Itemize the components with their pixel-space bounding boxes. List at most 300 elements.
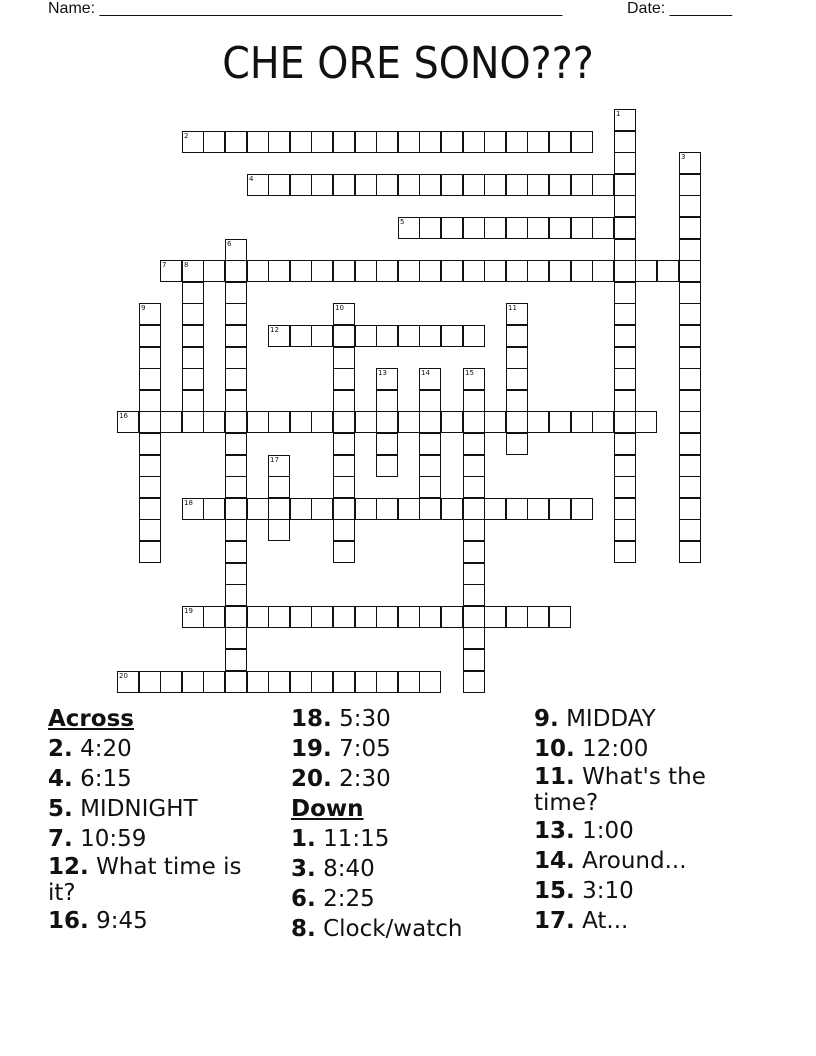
grid-cell[interactable] — [268, 476, 290, 498]
clue-across-20: 20. 2:30 — [291, 766, 391, 792]
grid-cell[interactable] — [376, 671, 398, 693]
grid-cell[interactable] — [484, 260, 506, 282]
grid-cell[interactable] — [463, 519, 485, 541]
grid-cell[interactable] — [311, 260, 333, 282]
grid-cell[interactable] — [225, 239, 247, 261]
clue-number: 12 — [270, 326, 279, 334]
clue-down-14: 14. Around... — [534, 848, 687, 874]
grid-cell[interactable] — [268, 260, 290, 282]
grid-cell[interactable] — [225, 476, 247, 498]
clue-number: 1 — [616, 110, 621, 118]
grid-cell[interactable] — [419, 671, 441, 693]
grid-cell[interactable] — [376, 433, 398, 455]
grid-cell[interactable] — [614, 217, 636, 239]
grid-cell[interactable] — [506, 411, 528, 433]
grid-cell[interactable] — [376, 390, 398, 412]
grid-cell[interactable] — [614, 498, 636, 520]
grid-cell[interactable] — [463, 411, 485, 433]
clue-number: 17 — [270, 456, 279, 464]
grid-cell[interactable] — [268, 455, 290, 477]
grid-cell[interactable] — [355, 325, 377, 347]
grid-cell[interactable] — [139, 541, 161, 563]
grid-cell[interactable] — [419, 498, 441, 520]
grid-cell[interactable] — [247, 411, 269, 433]
grid-cell[interactable] — [484, 131, 506, 153]
grid-cell[interactable] — [484, 411, 506, 433]
clue-number: 2 — [184, 132, 189, 140]
grid-cell[interactable] — [225, 131, 247, 153]
grid-cell[interactable] — [182, 325, 204, 347]
grid-cell[interactable] — [571, 498, 593, 520]
grid-cell[interactable] — [419, 260, 441, 282]
grid-cell[interactable] — [463, 174, 485, 196]
clue-down-9: 9. MIDDAY — [534, 706, 656, 732]
grid-cell[interactable] — [506, 390, 528, 412]
grid-cell[interactable] — [679, 282, 701, 304]
grid-cell[interactable] — [571, 260, 593, 282]
clue-number: 8 — [184, 261, 189, 269]
grid-cell[interactable] — [376, 455, 398, 477]
clue-down-11: 11. What's the time? — [534, 764, 706, 816]
grid-cell[interactable] — [463, 390, 485, 412]
grid-cell[interactable] — [484, 606, 506, 628]
grid-cell[interactable] — [355, 498, 377, 520]
grid-cell[interactable] — [268, 325, 290, 347]
grid-cell[interactable] — [419, 433, 441, 455]
clue-number: 7 — [162, 261, 167, 269]
grid-cell[interactable] — [527, 411, 549, 433]
grid-cell[interactable] — [290, 260, 312, 282]
grid-cell[interactable] — [527, 498, 549, 520]
grid-cell[interactable] — [614, 195, 636, 217]
grid-cell[interactable] — [139, 671, 161, 693]
grid-cell[interactable] — [506, 217, 528, 239]
grid-cell[interactable] — [203, 260, 225, 282]
grid-cell[interactable] — [182, 368, 204, 390]
grid-cell[interactable] — [160, 260, 182, 282]
grid-cell[interactable] — [398, 217, 420, 239]
grid-cell[interactable] — [333, 347, 355, 369]
grid-cell[interactable] — [333, 325, 355, 347]
grid-cell[interactable] — [139, 433, 161, 455]
grid-cell[interactable] — [614, 260, 636, 282]
grid-cell[interactable] — [463, 498, 485, 520]
grid-cell[interactable] — [463, 368, 485, 390]
grid-cell[interactable] — [139, 455, 161, 477]
grid-cell[interactable] — [268, 411, 290, 433]
grid-cell[interactable] — [268, 498, 290, 520]
grid-cell[interactable] — [333, 455, 355, 477]
grid-cell[interactable] — [549, 131, 571, 153]
grid-cell[interactable] — [139, 519, 161, 541]
grid-cell[interactable] — [463, 649, 485, 671]
grid-cell[interactable] — [311, 131, 333, 153]
grid-cell[interactable] — [463, 217, 485, 239]
grid-cell[interactable] — [182, 303, 204, 325]
grid-cell[interactable] — [311, 411, 333, 433]
page-title: CHE ORE SONO??? — [222, 38, 594, 89]
grid-cell[interactable] — [139, 476, 161, 498]
grid-cell[interactable] — [247, 671, 269, 693]
grid-cell[interactable] — [571, 411, 593, 433]
grid-cell[interactable] — [225, 260, 247, 282]
grid-cell[interactable] — [506, 131, 528, 153]
grid-cell[interactable] — [463, 606, 485, 628]
grid-cell[interactable] — [419, 131, 441, 153]
grid-cell[interactable] — [527, 217, 549, 239]
grid-cell[interactable] — [419, 390, 441, 412]
grid-cell[interactable] — [484, 174, 506, 196]
grid-cell[interactable] — [571, 131, 593, 153]
grid-cell[interactable] — [549, 217, 571, 239]
grid-cell[interactable] — [268, 606, 290, 628]
grid-cell[interactable] — [225, 455, 247, 477]
grid-cell[interactable] — [225, 390, 247, 412]
clue-across-5: 5. MIDNIGHT — [48, 796, 198, 822]
grid-cell[interactable] — [182, 131, 204, 153]
grid-cell[interactable] — [203, 606, 225, 628]
grid-cell[interactable] — [463, 433, 485, 455]
grid-cell[interactable] — [182, 411, 204, 433]
grid-cell[interactable] — [333, 174, 355, 196]
grid-cell[interactable] — [247, 131, 269, 153]
grid-cell[interactable] — [592, 174, 614, 196]
grid-cell[interactable] — [225, 325, 247, 347]
clue-number: 19 — [184, 607, 193, 615]
grid-cell[interactable] — [139, 498, 161, 520]
grid-cell[interactable] — [463, 325, 485, 347]
grid-cell[interactable] — [225, 433, 247, 455]
clue-number: 20 — [119, 672, 128, 680]
clue-across-19: 19. 7:05 — [291, 736, 391, 762]
grid-cell[interactable] — [614, 282, 636, 304]
grid-cell[interactable] — [679, 260, 701, 282]
grid-cell[interactable] — [679, 519, 701, 541]
grid-cell[interactable] — [506, 606, 528, 628]
grid-cell[interactable] — [549, 498, 571, 520]
grid-cell[interactable] — [463, 131, 485, 153]
grid-cell[interactable] — [614, 152, 636, 174]
grid-cell[interactable] — [463, 455, 485, 477]
grid-cell[interactable] — [225, 519, 247, 541]
grid-cell[interactable] — [463, 541, 485, 563]
clue-down-3: 3. 8:40 — [291, 856, 375, 882]
grid-cell[interactable] — [635, 411, 657, 433]
grid-cell[interactable] — [419, 606, 441, 628]
grid-cell[interactable] — [333, 260, 355, 282]
grid-cell[interactable] — [614, 347, 636, 369]
grid-cell[interactable] — [376, 325, 398, 347]
grid-cell[interactable] — [225, 649, 247, 671]
grid-cell[interactable] — [268, 174, 290, 196]
grid-cell[interactable] — [463, 260, 485, 282]
grid-cell[interactable] — [614, 411, 636, 433]
grid-cell[interactable] — [376, 368, 398, 390]
grid-cell[interactable] — [247, 606, 269, 628]
grid-cell[interactable] — [419, 325, 441, 347]
grid-cell[interactable] — [225, 303, 247, 325]
grid-cell[interactable] — [549, 174, 571, 196]
grid-cell[interactable] — [419, 217, 441, 239]
grid-cell[interactable] — [203, 411, 225, 433]
grid-cell[interactable] — [679, 433, 701, 455]
grid-cell[interactable] — [614, 390, 636, 412]
grid-cell[interactable] — [311, 671, 333, 693]
grid-cell[interactable] — [333, 303, 355, 325]
grid-cell[interactable] — [614, 239, 636, 261]
grid-cell[interactable] — [225, 282, 247, 304]
grid-cell[interactable] — [376, 498, 398, 520]
grid-cell[interactable] — [614, 519, 636, 541]
grid-cell[interactable] — [614, 541, 636, 563]
clue-number: 18 — [184, 499, 193, 507]
grid-cell[interactable] — [225, 368, 247, 390]
down-heading: Down — [291, 796, 364, 822]
grid-cell[interactable] — [679, 411, 701, 433]
grid-cell[interactable] — [247, 498, 269, 520]
grid-cell[interactable] — [225, 563, 247, 585]
grid-cell[interactable] — [484, 217, 506, 239]
grid-cell[interactable] — [614, 174, 636, 196]
grid-cell[interactable] — [506, 347, 528, 369]
grid-cell[interactable] — [527, 174, 549, 196]
grid-cell[interactable] — [679, 476, 701, 498]
grid-cell[interactable] — [592, 217, 614, 239]
grid-cell[interactable] — [333, 476, 355, 498]
grid-cell[interactable] — [333, 541, 355, 563]
grid-cell[interactable] — [571, 217, 593, 239]
grid-cell[interactable] — [182, 347, 204, 369]
grid-cell[interactable] — [225, 411, 247, 433]
grid-cell[interactable] — [441, 260, 463, 282]
grid-cell[interactable] — [484, 498, 506, 520]
grid-cell[interactable] — [355, 260, 377, 282]
grid-cell[interactable] — [117, 411, 139, 433]
grid-cell[interactable] — [139, 325, 161, 347]
grid-cell[interactable] — [463, 563, 485, 585]
grid-cell[interactable] — [376, 131, 398, 153]
grid-cell[interactable] — [182, 671, 204, 693]
grid-cell[interactable] — [203, 131, 225, 153]
grid-cell[interactable] — [182, 260, 204, 282]
grid-cell[interactable] — [441, 174, 463, 196]
grid-cell[interactable] — [268, 671, 290, 693]
grid-cell[interactable] — [311, 174, 333, 196]
grid-cell[interactable] — [441, 498, 463, 520]
grid-cell[interactable] — [398, 671, 420, 693]
grid-cell[interactable] — [679, 152, 701, 174]
grid-cell[interactable] — [160, 671, 182, 693]
grid-cell[interactable] — [441, 217, 463, 239]
grid-cell[interactable] — [355, 131, 377, 153]
grid-cell[interactable] — [376, 260, 398, 282]
grid-cell[interactable] — [614, 455, 636, 477]
grid-cell[interactable] — [549, 411, 571, 433]
grid-cell[interactable] — [679, 195, 701, 217]
grid-cell[interactable] — [679, 455, 701, 477]
grid-cell[interactable] — [441, 131, 463, 153]
grid-cell[interactable] — [290, 325, 312, 347]
grid-cell[interactable] — [225, 541, 247, 563]
grid-cell[interactable] — [592, 411, 614, 433]
grid-cell[interactable] — [333, 606, 355, 628]
grid-cell[interactable] — [311, 498, 333, 520]
clue-down-15: 15. 3:10 — [534, 878, 634, 904]
grid-cell[interactable] — [614, 303, 636, 325]
grid-cell[interactable] — [549, 260, 571, 282]
grid-cell[interactable] — [614, 368, 636, 390]
grid-cell[interactable] — [182, 390, 204, 412]
grid-cell[interactable] — [398, 498, 420, 520]
grid-cell[interactable] — [268, 519, 290, 541]
grid-cell[interactable] — [117, 671, 139, 693]
grid-cell[interactable] — [333, 131, 355, 153]
grid-cell[interactable] — [333, 671, 355, 693]
grid-cell[interactable] — [441, 411, 463, 433]
grid-cell[interactable] — [355, 174, 377, 196]
grid-cell[interactable] — [203, 498, 225, 520]
grid-cell[interactable] — [398, 131, 420, 153]
clue-across-2: 2. 4:20 — [48, 736, 132, 762]
grid-cell[interactable] — [203, 671, 225, 693]
grid-cell[interactable] — [182, 498, 204, 520]
clue-number: 11 — [508, 304, 517, 312]
grid-cell[interactable] — [419, 411, 441, 433]
grid-cell[interactable] — [311, 606, 333, 628]
grid-cell[interactable] — [614, 109, 636, 131]
grid-cell[interactable] — [441, 606, 463, 628]
grid-cell[interactable] — [463, 584, 485, 606]
grid-cell[interactable] — [679, 174, 701, 196]
grid-cell[interactable] — [419, 174, 441, 196]
grid-cell[interactable] — [139, 390, 161, 412]
clue-down-10: 10. 12:00 — [534, 736, 649, 762]
grid-cell[interactable] — [679, 325, 701, 347]
grid-cell[interactable] — [225, 606, 247, 628]
grid-cell[interactable] — [419, 368, 441, 390]
clue-across-12: 12. What time is it? — [48, 854, 242, 906]
grid-cell[interactable] — [333, 368, 355, 390]
grid-cell[interactable] — [376, 606, 398, 628]
grid-cell[interactable] — [657, 260, 679, 282]
grid-cell[interactable] — [527, 260, 549, 282]
grid-cell[interactable] — [333, 390, 355, 412]
grid-cell[interactable] — [398, 260, 420, 282]
grid-cell[interactable] — [506, 174, 528, 196]
grid-cell[interactable] — [419, 455, 441, 477]
grid-cell[interactable] — [247, 174, 269, 196]
grid-cell[interactable] — [506, 260, 528, 282]
grid-cell[interactable] — [441, 325, 463, 347]
grid-cell[interactable] — [527, 606, 549, 628]
grid-cell[interactable] — [549, 606, 571, 628]
grid-cell[interactable] — [527, 131, 549, 153]
grid-cell[interactable] — [139, 347, 161, 369]
clue-number: 4 — [249, 175, 254, 183]
grid-cell[interactable] — [225, 347, 247, 369]
grid-cell[interactable] — [506, 498, 528, 520]
grid-cell[interactable] — [506, 303, 528, 325]
clues-column-3 — [534, 704, 764, 936]
clue-number: 13 — [378, 369, 387, 377]
grid-cell[interactable] — [355, 671, 377, 693]
grid-cell[interactable] — [139, 368, 161, 390]
across-heading: Across — [48, 706, 134, 732]
grid-cell[interactable] — [398, 174, 420, 196]
grid-cell[interactable] — [355, 606, 377, 628]
grid-cell[interactable] — [679, 541, 701, 563]
grid-cell[interactable] — [182, 606, 204, 628]
grid-cell[interactable] — [463, 671, 485, 693]
grid-cell[interactable] — [679, 239, 701, 261]
grid-cell[interactable] — [290, 411, 312, 433]
grid-cell[interactable] — [225, 584, 247, 606]
grid-cell[interactable] — [679, 390, 701, 412]
grid-cell[interactable] — [225, 627, 247, 649]
grid-cell[interactable] — [225, 671, 247, 693]
grid-cell[interactable] — [333, 519, 355, 541]
grid-cell[interactable] — [614, 433, 636, 455]
grid-cell[interactable] — [679, 498, 701, 520]
grid-cell[interactable] — [247, 260, 269, 282]
grid-cell[interactable] — [398, 606, 420, 628]
grid-cell[interactable] — [679, 217, 701, 239]
name-label: Name: — [48, 0, 96, 17]
grid-cell[interactable] — [506, 433, 528, 455]
grid-cell[interactable] — [139, 411, 161, 433]
grid-cell[interactable] — [333, 433, 355, 455]
grid-cell[interactable] — [635, 260, 657, 282]
clue-number: 10 — [335, 304, 344, 312]
grid-cell[interactable] — [679, 347, 701, 369]
grid-cell[interactable] — [463, 476, 485, 498]
clue-down-6: 6. 2:25 — [291, 886, 375, 912]
grid-cell[interactable] — [398, 411, 420, 433]
grid-cell[interactable] — [614, 476, 636, 498]
grid-cell[interactable] — [463, 627, 485, 649]
grid-cell[interactable] — [139, 303, 161, 325]
grid-cell[interactable] — [268, 131, 290, 153]
grid-cell[interactable] — [571, 174, 593, 196]
grid-cell[interactable] — [679, 303, 701, 325]
grid-cell[interactable] — [614, 131, 636, 153]
grid-cell[interactable] — [160, 411, 182, 433]
grid-cell[interactable] — [290, 671, 312, 693]
grid-cell[interactable] — [506, 325, 528, 347]
date-line: _______ — [669, 0, 732, 17]
grid-cell[interactable] — [182, 282, 204, 304]
grid-cell[interactable] — [679, 368, 701, 390]
grid-cell[interactable] — [419, 476, 441, 498]
grid-cell[interactable] — [355, 411, 377, 433]
grid-cell[interactable] — [290, 131, 312, 153]
grid-cell[interactable] — [333, 411, 355, 433]
clue-down-17: 17. At... — [534, 908, 629, 934]
grid-cell[interactable] — [311, 325, 333, 347]
grid-cell[interactable] — [614, 325, 636, 347]
grid-cell[interactable] — [506, 368, 528, 390]
grid-cell[interactable] — [592, 260, 614, 282]
grid-cell[interactable] — [376, 411, 398, 433]
grid-cell[interactable] — [225, 498, 247, 520]
grid-cell[interactable] — [398, 325, 420, 347]
grid-cell[interactable] — [333, 498, 355, 520]
clue-number: 15 — [465, 369, 474, 377]
grid-cell[interactable] — [290, 606, 312, 628]
grid-cell[interactable] — [290, 498, 312, 520]
grid-cell[interactable] — [290, 174, 312, 196]
grid-cell[interactable] — [376, 174, 398, 196]
